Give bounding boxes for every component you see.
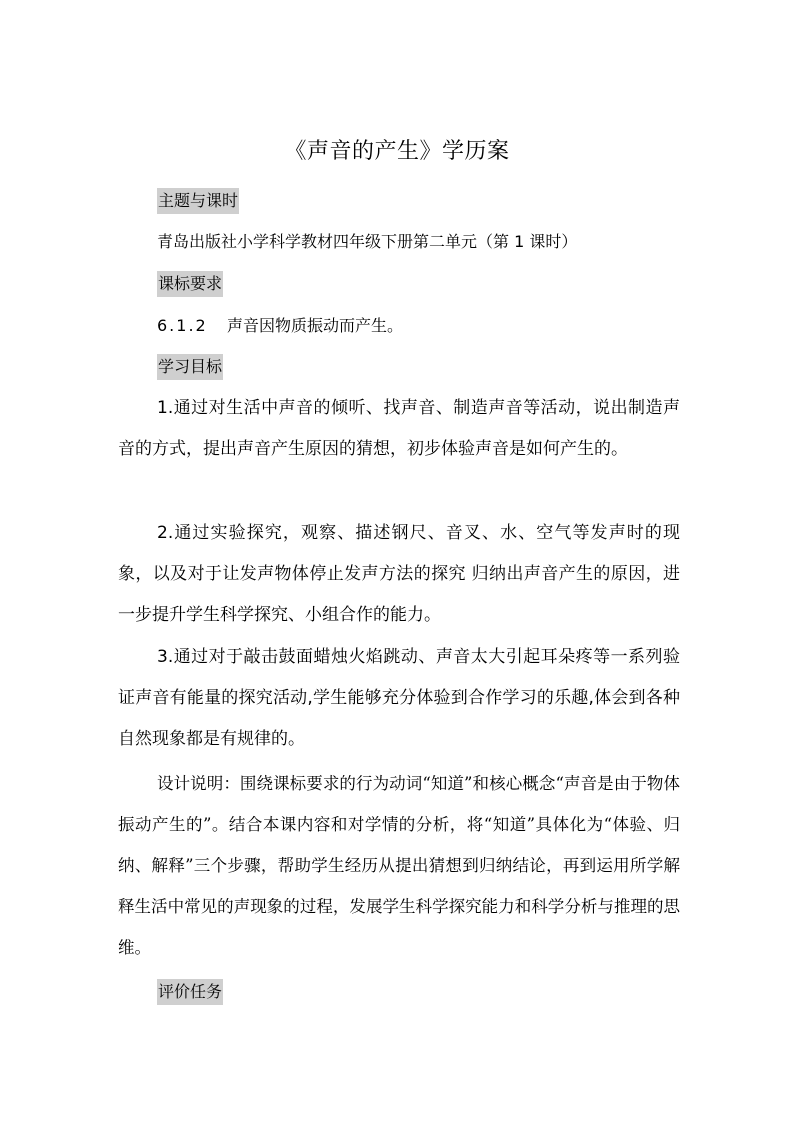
- document-title: 《声音的产生》学历案: [284, 139, 510, 164]
- objective-2: 2.通过实验探究，观察、描述钢尺、音叉、水、空气等发声时的现象，以及对于让发声物体停止发声方法的探究 归纳出声音产生的原因，进一步提升学生科学探究、小组合作的能力。: [118, 523, 680, 625]
- standard-code: 6.1.2: [157, 316, 208, 335]
- section-heading-objectives: 学习目标: [157, 354, 223, 380]
- section-heading-standard: 课标要求: [157, 271, 223, 297]
- topic-text: 青岛出版社小学科学教材四年级下册第二单元（第 1 课时）: [157, 232, 578, 251]
- objective-1: 1.通过对生活中声音的倾听、找声音、制造声音等活动，说出制造声音的方式，提出声音产生原因的猜想，初步体验声音是如何产生的。: [118, 398, 680, 459]
- objective-3: 3.通过对于敲击鼓面蜡烛火焰跳动、声音太大引起耳朵疼等一系列验证声音有能量的探究活动,学生能够充分体验到合作学习的乐趣,体会到各种自然现象都是有规律的。: [118, 647, 680, 749]
- design-note: 设计说明：围绕课标要求的行为动词“知道”和核心概念“声音是由于物体振动产生的”。结合本课内容和对学情的分析，将“知道”具体化为“体验、归纳、解释”三个步骤，帮助学生经历从提出猜想到归纳结论，再到运用所学解释生活中常见的声现象的过程，发展学生科学探究能力和科学分析与推理的思维。: [118, 774, 680, 957]
- section-heading-evaluation: 评价任务: [157, 979, 223, 1005]
- standard-line: [157, 314, 403, 338]
- standard-text: 声音因物质振动而产生。: [227, 316, 404, 335]
- section-heading-topic: 主题与课时: [157, 188, 239, 214]
